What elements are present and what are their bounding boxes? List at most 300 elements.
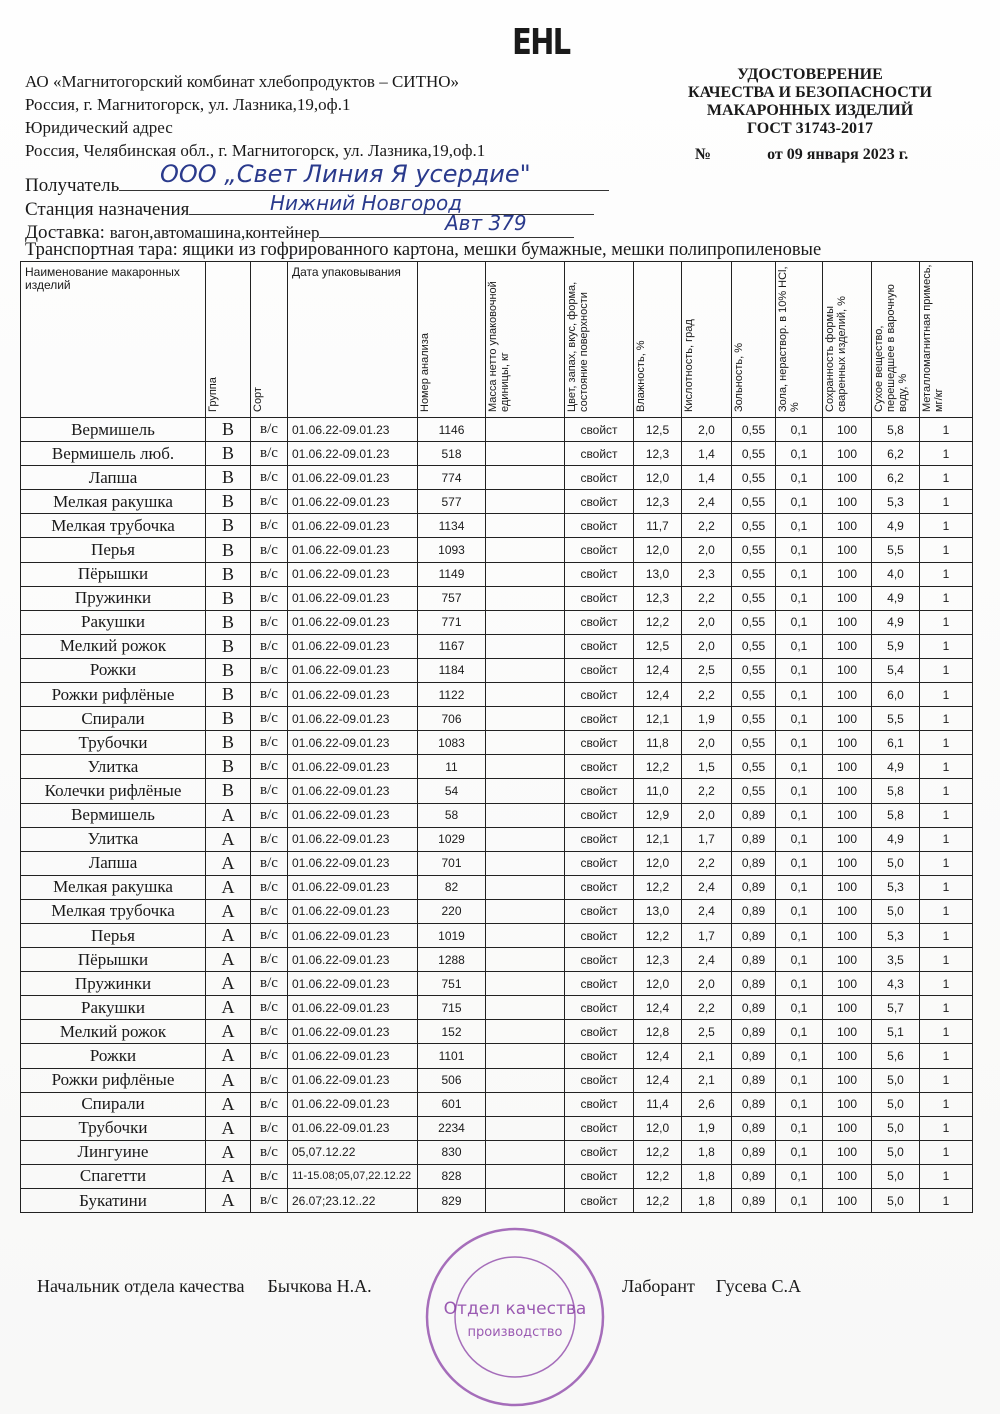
table-cell: 01.06.22-09.01.23 [288, 731, 418, 755]
table-cell: 0,55 [732, 707, 776, 731]
table-cell: 0,1 [776, 1044, 823, 1068]
table-cell: 601 [418, 1092, 486, 1116]
table-cell: 0,55 [732, 418, 776, 442]
table-cell: 5,0 [872, 1189, 920, 1213]
table-cell: 828 [418, 1164, 486, 1188]
table-cell: 1 [920, 1044, 973, 1068]
table-cell: 2,2 [682, 683, 732, 707]
table-cell: 100 [823, 1116, 872, 1140]
table-cell: 1029 [418, 827, 486, 851]
table-cell: 5,0 [872, 1068, 920, 1092]
table-cell: Ракушки [21, 996, 206, 1020]
table-cell: 0,1 [776, 755, 823, 779]
table-cell: 12,2 [634, 923, 682, 947]
table-cell: А [206, 948, 251, 972]
table-row [21, 972, 973, 996]
table-row [21, 514, 973, 538]
table-cell: 1 [920, 490, 973, 514]
table-cell: в/с [251, 466, 288, 490]
table-cell: 0,55 [732, 562, 776, 586]
table-cell: В [206, 562, 251, 586]
table-cell: свойст [565, 875, 634, 899]
table-cell: 1,7 [682, 923, 732, 947]
table-cell: 0,1 [776, 610, 823, 634]
table-cell: 12,4 [634, 996, 682, 1020]
table-cell: 1101 [418, 1044, 486, 1068]
table-cell: В [206, 586, 251, 610]
table-cell: 11,8 [634, 731, 682, 755]
table-cell: 1 [920, 1116, 973, 1140]
table-cell: Спирали [21, 707, 206, 731]
table-cell: 1 [920, 514, 973, 538]
eac-mark: EHL [512, 22, 570, 63]
table-cell: 11,0 [634, 779, 682, 803]
table-cell: 771 [418, 610, 486, 634]
table-cell: 12,3 [634, 442, 682, 466]
table-cell: 100 [823, 803, 872, 827]
table-cell: 1 [920, 1164, 973, 1188]
table-row [21, 1020, 973, 1044]
table-cell: 1 [920, 923, 973, 947]
table-cell: 100 [823, 658, 872, 682]
table-cell: 2,1 [682, 1044, 732, 1068]
header-name: Наименование макаронных изделий [21, 262, 206, 418]
table-cell: Перья [21, 538, 206, 562]
table-cell: свойст [565, 1189, 634, 1213]
table-cell: 12,2 [634, 1164, 682, 1188]
table-cell: 0,89 [732, 923, 776, 947]
table-cell: 5,7 [872, 996, 920, 1020]
table-cell: свойст [565, 514, 634, 538]
table-cell: в/с [251, 803, 288, 827]
table-row [21, 538, 973, 562]
table-cell: 0,1 [776, 1189, 823, 1213]
table-cell: 0,89 [732, 803, 776, 827]
table-cell: 829 [418, 1189, 486, 1213]
table-cell: 01.06.22-09.01.23 [288, 996, 418, 1020]
table-cell: 1,7 [682, 827, 732, 851]
table-cell [486, 948, 565, 972]
table-cell: Пружинки [21, 586, 206, 610]
table-cell: 3,5 [872, 948, 920, 972]
table-cell: 100 [823, 514, 872, 538]
table-cell: 100 [823, 418, 872, 442]
table-cell: 518 [418, 442, 486, 466]
table-cell: 0,1 [776, 466, 823, 490]
lab-name: Гусева С.А [715, 1276, 802, 1296]
legal-address-label: Юридический адрес [25, 118, 173, 137]
table-cell: 1 [920, 466, 973, 490]
table-cell: 100 [823, 996, 872, 1020]
table-cell: Мелкая трубочка [21, 514, 206, 538]
table-cell: Лапша [21, 851, 206, 875]
table-cell: 12,1 [634, 707, 682, 731]
table-cell: 830 [418, 1140, 486, 1164]
table-cell: 0,55 [732, 731, 776, 755]
table-cell: 100 [823, 779, 872, 803]
table-cell: 0,1 [776, 1140, 823, 1164]
table-cell: 100 [823, 851, 872, 875]
table-cell: в/с [251, 1164, 288, 1188]
table-cell: 12,2 [634, 610, 682, 634]
table-cell: 506 [418, 1068, 486, 1092]
table-cell: свойст [565, 683, 634, 707]
table-cell: 100 [823, 1164, 872, 1188]
table-cell: 01.06.22-09.01.23 [288, 803, 418, 827]
table-cell: 757 [418, 586, 486, 610]
table-cell: 2,2 [682, 779, 732, 803]
table-cell: 1,8 [682, 1140, 732, 1164]
table-row [21, 996, 973, 1020]
table-cell: Спагетти [21, 1164, 206, 1188]
table-cell: 12,4 [634, 1068, 682, 1092]
table-cell [486, 899, 565, 923]
table-cell: 1 [920, 1092, 973, 1116]
table-cell: 1 [920, 996, 973, 1020]
table-row [21, 803, 973, 827]
table-cell: 0,1 [776, 442, 823, 466]
table-cell [486, 851, 565, 875]
table-cell: свойст [565, 923, 634, 947]
table-cell: 0,89 [732, 1140, 776, 1164]
table-cell: в/с [251, 1068, 288, 1092]
table-cell: 12,2 [634, 1189, 682, 1213]
table-cell: 1 [920, 1020, 973, 1044]
table-cell: 0,1 [776, 827, 823, 851]
table-cell: 5,6 [872, 1044, 920, 1068]
table-cell: свойст [565, 1068, 634, 1092]
table-cell: 0,89 [732, 1044, 776, 1068]
table-cell: в/с [251, 442, 288, 466]
table-cell: А [206, 1164, 251, 1188]
table-row [21, 1140, 973, 1164]
table-cell: 1 [920, 418, 973, 442]
table-cell: 82 [418, 875, 486, 899]
table-cell: 577 [418, 490, 486, 514]
table-cell [486, 779, 565, 803]
table-cell: 100 [823, 731, 872, 755]
table-cell: свойст [565, 948, 634, 972]
header-group: Группа [206, 262, 251, 418]
table-cell: свойст [565, 658, 634, 682]
table-cell: 1083 [418, 731, 486, 755]
table-cell: 01.06.22-09.01.23 [288, 851, 418, 875]
table-cell: 01.06.22-09.01.23 [288, 948, 418, 972]
delivery-value: вагон,автомашина,контейнер [109, 223, 320, 242]
table-cell: 01.06.22-09.01.23 [288, 707, 418, 731]
table-cell: свойст [565, 899, 634, 923]
table-row [21, 442, 973, 466]
table-cell: 1 [920, 658, 973, 682]
table-cell: 774 [418, 466, 486, 490]
table-row [21, 875, 973, 899]
table-cell: 01.06.22-09.01.23 [288, 466, 418, 490]
table-cell: 01.06.22-09.01.23 [288, 418, 418, 442]
table-cell: 100 [823, 634, 872, 658]
table-cell [486, 1189, 565, 1213]
table-cell: 0,1 [776, 683, 823, 707]
table-cell: 0,89 [732, 875, 776, 899]
table-cell: 0,1 [776, 923, 823, 947]
table-cell: в/с [251, 562, 288, 586]
table-row [21, 1044, 973, 1068]
table-cell: 0,1 [776, 731, 823, 755]
table-row [21, 948, 973, 972]
quality-head-signature [37, 1276, 372, 1297]
table-cell: 1 [920, 562, 973, 586]
table-cell: 2,4 [682, 490, 732, 514]
table-cell: В [206, 658, 251, 682]
table-cell: 2,2 [682, 586, 732, 610]
table-cell: 6,2 [872, 442, 920, 466]
table-cell: 0,1 [776, 948, 823, 972]
table-cell: 2,4 [682, 875, 732, 899]
table-cell: 5,4 [872, 658, 920, 682]
table-cell: 12,0 [634, 466, 682, 490]
table-cell: свойст [565, 418, 634, 442]
station-handwritten: Нижний Новгород [270, 191, 463, 215]
table-cell: 1149 [418, 562, 486, 586]
table-cell [486, 803, 565, 827]
table-cell: 0,89 [732, 1092, 776, 1116]
table-cell: свойст [565, 490, 634, 514]
header-humidity: Влажность, % [634, 262, 682, 418]
table-cell: Спирали [21, 1092, 206, 1116]
table-row [21, 827, 973, 851]
table-cell: 5,0 [872, 1092, 920, 1116]
table-cell: 0,55 [732, 442, 776, 466]
table-cell: свойст [565, 1044, 634, 1068]
table-cell: 0,1 [776, 851, 823, 875]
table-cell: 100 [823, 466, 872, 490]
table-cell: 4,9 [872, 755, 920, 779]
table-cell: 2,5 [682, 658, 732, 682]
table-cell: 0,55 [732, 683, 776, 707]
table-cell: свойст [565, 1092, 634, 1116]
table-cell: в/с [251, 490, 288, 514]
table-cell: Мелкий рожок [21, 634, 206, 658]
table-cell: в/с [251, 972, 288, 996]
table-cell [486, 1164, 565, 1188]
table-cell: 4,3 [872, 972, 920, 996]
table-cell: 12,2 [634, 875, 682, 899]
table-cell: А [206, 996, 251, 1020]
table-cell: Мелкая ракушка [21, 490, 206, 514]
company-name: АО «Магнитогорский комбинат хлебопродуктов – СИТНО» [25, 72, 460, 91]
table-cell: в/с [251, 755, 288, 779]
table-cell: 0,1 [776, 658, 823, 682]
table-row [21, 683, 973, 707]
table-cell: 5,0 [872, 1164, 920, 1188]
table-cell: 100 [823, 755, 872, 779]
table-row [21, 1189, 973, 1213]
table-cell: 1 [920, 683, 973, 707]
company-info [25, 70, 485, 162]
table-cell: 2,1 [682, 1068, 732, 1092]
title-line-2: КАЧЕСТВА И БЕЗОПАСНОСТИ [688, 84, 932, 101]
table-cell: 1 [920, 634, 973, 658]
table-cell: 2,4 [682, 899, 732, 923]
table-cell: 100 [823, 1140, 872, 1164]
table-cell: 12,3 [634, 490, 682, 514]
table-cell: Ракушки [21, 610, 206, 634]
table-cell: 0,1 [776, 875, 823, 899]
table-cell: 01.06.22-09.01.23 [288, 1068, 418, 1092]
header-ash: Зольность, % [732, 262, 776, 418]
table-cell: в/с [251, 948, 288, 972]
table-cell: 5,5 [872, 707, 920, 731]
quality-head-name: Бычкова Н.А. [267, 1276, 372, 1296]
header-metal: Металломагнитная примесь, мг/кг [920, 262, 973, 418]
title-line-1: УДОСТОВЕРЕНИЕ [737, 66, 883, 83]
table-cell: в/с [251, 538, 288, 562]
table-cell: в/с [251, 1116, 288, 1140]
table-cell: в/с [251, 1092, 288, 1116]
table-cell: 1184 [418, 658, 486, 682]
table-cell: 12,2 [634, 1140, 682, 1164]
table-cell [486, 827, 565, 851]
table-cell: 1 [920, 875, 973, 899]
table-row [21, 779, 973, 803]
delivery-label: Доставка: [25, 222, 105, 243]
table-cell: 6,2 [872, 466, 920, 490]
table-cell: А [206, 1020, 251, 1044]
table-cell: 0,1 [776, 1116, 823, 1140]
table-cell: в/с [251, 731, 288, 755]
table-cell: 54 [418, 779, 486, 803]
table-cell: Перья [21, 923, 206, 947]
table-cell: Пёрышки [21, 562, 206, 586]
table-cell: в/с [251, 707, 288, 731]
table-cell: Вермишель [21, 803, 206, 827]
table-cell: 0,1 [776, 490, 823, 514]
table-cell: 01.06.22-09.01.23 [288, 683, 418, 707]
table-cell: 1134 [418, 514, 486, 538]
table-cell: В [206, 418, 251, 442]
table-cell: 100 [823, 1044, 872, 1068]
table-cell: 12,0 [634, 972, 682, 996]
table-cell: 5,0 [872, 899, 920, 923]
table-cell: свойст [565, 442, 634, 466]
table-cell: 0,1 [776, 972, 823, 996]
table-cell: Мелкая трубочка [21, 899, 206, 923]
table-cell: 12,4 [634, 658, 682, 682]
table-cell: Трубочки [21, 731, 206, 755]
header-date: Дата упаковывания [288, 262, 418, 418]
table-cell: 01.06.22-09.01.23 [288, 610, 418, 634]
table-cell: 100 [823, 683, 872, 707]
table-cell [486, 1020, 565, 1044]
table-cell: 01.06.22-09.01.23 [288, 1020, 418, 1044]
table-cell: 0,55 [732, 514, 776, 538]
table-row [21, 923, 973, 947]
table-cell: В [206, 707, 251, 731]
table-cell: 100 [823, 875, 872, 899]
table-cell: 1,8 [682, 1164, 732, 1188]
table-cell [486, 1044, 565, 1068]
table-cell: 12,8 [634, 1020, 682, 1044]
table-cell: 12,3 [634, 586, 682, 610]
table-cell: 12,4 [634, 1044, 682, 1068]
stamp-text-2: производство [467, 1325, 563, 1340]
table-cell: 1 [920, 538, 973, 562]
table-cell: 01.06.22-09.01.23 [288, 586, 418, 610]
table-cell: Мелкий рожок [21, 1020, 206, 1044]
table-cell: 1167 [418, 634, 486, 658]
table-cell: 0,55 [732, 610, 776, 634]
table-cell: в/с [251, 1140, 288, 1164]
table-cell: 1 [920, 803, 973, 827]
table-cell: 5,3 [872, 490, 920, 514]
table-cell: свойст [565, 707, 634, 731]
company-address: Россия, г. Магнитогорск, ул. Лазника,19,оф.1 [25, 95, 351, 114]
table-cell: 1 [920, 1140, 973, 1164]
table-cell [486, 634, 565, 658]
table-cell: свойст [565, 851, 634, 875]
table-cell: 1,5 [682, 755, 732, 779]
table-cell: А [206, 1068, 251, 1092]
table-cell: 1 [920, 779, 973, 803]
table-cell: 1 [920, 731, 973, 755]
table-cell: 715 [418, 996, 486, 1020]
table-cell: 2,0 [682, 418, 732, 442]
table-cell [486, 996, 565, 1020]
table-cell: 0,1 [776, 562, 823, 586]
table-cell: В [206, 731, 251, 755]
table-cell: А [206, 1092, 251, 1116]
header-acidity: Кислотность, град [682, 262, 732, 418]
table-cell: А [206, 899, 251, 923]
table-cell: 0,1 [776, 803, 823, 827]
table-cell: Улитка [21, 827, 206, 851]
table-cell: Трубочки [21, 1116, 206, 1140]
table-cell: 0,89 [732, 827, 776, 851]
table-cell: 01.06.22-09.01.23 [288, 899, 418, 923]
table-row [21, 1068, 973, 1092]
table-cell: 01.06.22-09.01.23 [288, 562, 418, 586]
table-row [21, 562, 973, 586]
table-cell: Рожки [21, 1044, 206, 1068]
table-cell: А [206, 803, 251, 827]
table-cell [486, 755, 565, 779]
table-cell: 12,5 [634, 418, 682, 442]
table-cell: Вермишель [21, 418, 206, 442]
table-row [21, 1092, 973, 1116]
table-cell: Колечки рифлёные [21, 779, 206, 803]
table-cell: А [206, 851, 251, 875]
table-cell: 13,0 [634, 899, 682, 923]
table-cell: В [206, 442, 251, 466]
table-cell: Лингуине [21, 1140, 206, 1164]
table-cell: в/с [251, 586, 288, 610]
table-cell: А [206, 827, 251, 851]
table-cell: 1 [920, 610, 973, 634]
table-cell: 100 [823, 1020, 872, 1044]
table-cell: 0,55 [732, 779, 776, 803]
table-cell: 5,5 [872, 538, 920, 562]
table-cell: 2,2 [682, 996, 732, 1020]
table-cell: 01.06.22-09.01.23 [288, 755, 418, 779]
table-cell: 100 [823, 972, 872, 996]
table-cell: 0,89 [732, 851, 776, 875]
table-cell: свойст [565, 466, 634, 490]
certificate-title [640, 66, 980, 138]
table-cell: Пёрышки [21, 948, 206, 972]
table-cell: 01.06.22-09.01.23 [288, 442, 418, 466]
table-cell: 100 [823, 1189, 872, 1213]
table-cell: 4,9 [872, 514, 920, 538]
table-cell: 0,1 [776, 634, 823, 658]
